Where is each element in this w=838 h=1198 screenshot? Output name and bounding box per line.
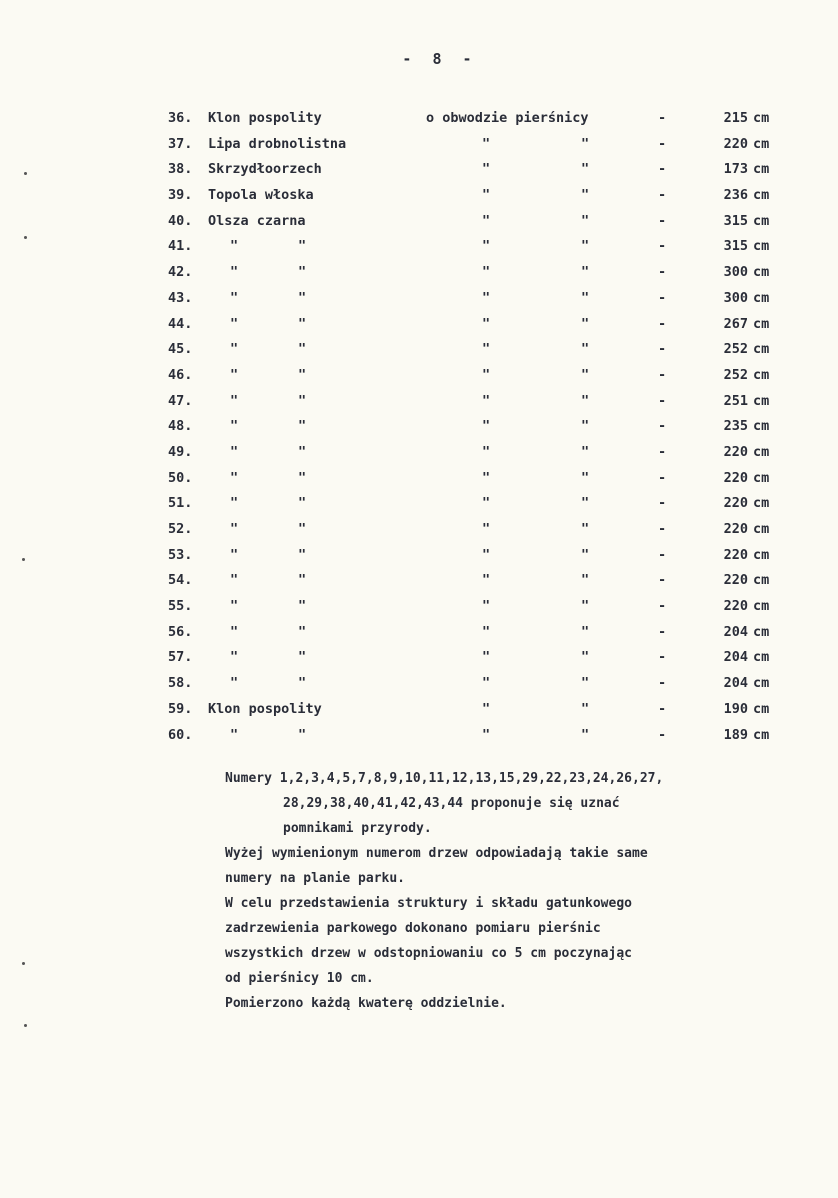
ditto-mark: " xyxy=(230,675,239,692)
ditto-mark: " xyxy=(482,238,491,255)
circumference-value: 220 xyxy=(723,135,748,152)
ditto-mark: " xyxy=(581,443,590,460)
unit-label: cm xyxy=(753,341,770,358)
unit-label: cm xyxy=(753,675,770,692)
ditto-mark: " xyxy=(581,649,590,666)
page-number: - 8 - xyxy=(402,50,478,68)
ditto-mark: " xyxy=(581,469,590,486)
dash-separator: - xyxy=(658,187,667,204)
tree-measurement-list xyxy=(168,106,808,748)
circumference-value: 190 xyxy=(723,700,748,717)
punch-mark xyxy=(22,962,25,965)
ditto-mark: " xyxy=(298,649,307,666)
ditto-mark: " xyxy=(581,341,590,358)
ditto-mark: " xyxy=(581,366,590,383)
circumference-value: 204 xyxy=(723,623,748,640)
table-row xyxy=(168,234,808,260)
ditto-mark: " xyxy=(230,649,239,666)
tree-species: Lipa drobnolistna xyxy=(208,135,347,152)
unit-label: cm xyxy=(753,521,770,537)
table-row xyxy=(168,157,808,183)
ditto-mark: " xyxy=(230,572,239,589)
ditto-mark: " xyxy=(230,443,239,460)
punch-mark xyxy=(22,558,25,561)
row-number: 58. xyxy=(168,675,193,692)
table-row xyxy=(168,723,808,749)
row-number: 42. xyxy=(168,264,193,281)
punch-mark xyxy=(24,172,27,175)
ditto-mark: " xyxy=(298,264,307,281)
circumference-value: 235 xyxy=(723,418,748,435)
table-row xyxy=(168,414,808,440)
punch-mark xyxy=(24,1024,27,1027)
table-row xyxy=(168,440,808,466)
unit-label: cm xyxy=(753,392,770,409)
ditto-mark: " xyxy=(482,289,491,306)
ditto-mark: " xyxy=(581,726,590,743)
row-number: 43. xyxy=(168,289,193,306)
dash-separator: - xyxy=(658,649,667,666)
row-number: 38. xyxy=(168,161,193,178)
row-number: 37. xyxy=(168,135,193,152)
unit-label: cm xyxy=(753,546,770,563)
ditto-mark: " xyxy=(482,469,491,486)
ditto-mark: " xyxy=(482,315,491,332)
ditto-mark: " xyxy=(482,264,491,281)
dash-separator: - xyxy=(658,366,667,383)
dash-separator: - xyxy=(658,443,667,460)
table-row xyxy=(168,363,808,389)
circumference-value: 189 xyxy=(723,726,748,743)
ditto-mark: " xyxy=(298,418,307,435)
note-line: Numery 1,2,3,4,5,7,8,9,10,11,12,13,15,29,22,23,24,26,27, xyxy=(225,771,664,786)
ditto-mark: " xyxy=(482,392,491,409)
ditto-mark: " xyxy=(298,623,307,640)
ditto-mark: " xyxy=(230,418,239,435)
ditto-mark: " xyxy=(230,598,239,615)
row-number: 39. xyxy=(168,187,193,204)
row-number: 60. xyxy=(168,726,193,743)
dash-separator: - xyxy=(658,135,667,152)
ditto-mark: " xyxy=(230,521,239,537)
ditto-mark: " xyxy=(482,366,491,383)
circumference-value: 252 xyxy=(723,341,748,358)
unit-label: cm xyxy=(753,289,770,306)
circumference-value: 204 xyxy=(723,675,748,692)
ditto-mark: " xyxy=(230,238,239,255)
ditto-mark: " xyxy=(581,187,590,204)
ditto-mark: " xyxy=(581,495,590,512)
ditto-mark: " xyxy=(230,726,239,743)
unit-label: cm xyxy=(753,598,770,615)
ditto-mark: " xyxy=(581,521,590,537)
circumference-value: 220 xyxy=(723,521,748,537)
circumference-value: 220 xyxy=(723,469,748,486)
unit-label: cm xyxy=(753,187,770,204)
ditto-mark: " xyxy=(482,212,491,229)
table-row xyxy=(168,132,808,158)
unit-label: cm xyxy=(753,315,770,332)
dash-separator: - xyxy=(658,212,667,229)
ditto-mark: " xyxy=(482,726,491,743)
ditto-mark: " xyxy=(581,675,590,692)
row-number: 54. xyxy=(168,572,193,589)
dash-separator: - xyxy=(658,546,667,563)
unit-label: cm xyxy=(753,700,770,717)
table-row xyxy=(168,389,808,415)
row-number: 41. xyxy=(168,238,193,255)
table-row xyxy=(168,312,808,338)
dash-separator: - xyxy=(658,675,667,692)
dash-separator: - xyxy=(658,110,667,126)
ditto-mark: " xyxy=(298,598,307,615)
ditto-mark: " xyxy=(230,495,239,512)
circumference-value: 220 xyxy=(723,546,748,563)
unit-label: cm xyxy=(753,495,770,512)
tree-species: Olsza czarna xyxy=(208,212,306,229)
unit-label: cm xyxy=(753,238,770,255)
ditto-mark: " xyxy=(581,135,590,152)
note-line: pomnikami przyrody. xyxy=(283,821,432,836)
unit-label: cm xyxy=(753,110,770,126)
ditto-mark: " xyxy=(482,623,491,640)
ditto-mark: " xyxy=(298,238,307,255)
row-number: 51. xyxy=(168,495,193,512)
table-row xyxy=(168,337,808,363)
ditto-mark: " xyxy=(482,649,491,666)
unit-label: cm xyxy=(753,443,770,460)
ditto-mark: " xyxy=(230,469,239,486)
ditto-mark: " xyxy=(581,572,590,589)
ditto-mark: " xyxy=(298,341,307,358)
dash-separator: - xyxy=(658,495,667,512)
ditto-mark: " xyxy=(230,315,239,332)
ditto-mark: " xyxy=(482,495,491,512)
ditto-mark: " xyxy=(230,392,239,409)
circumference-value: 300 xyxy=(723,289,748,306)
ditto-mark: " xyxy=(482,546,491,563)
ditto-mark: " xyxy=(482,135,491,152)
ditto-mark: " xyxy=(298,443,307,460)
ditto-mark: " xyxy=(298,469,307,486)
punch-mark xyxy=(24,236,27,239)
circumference-value: 173 xyxy=(723,161,748,178)
row-number: 50. xyxy=(168,469,193,486)
table-row xyxy=(168,466,808,492)
row-number: 44. xyxy=(168,315,193,332)
ditto-mark: " xyxy=(230,264,239,281)
table-row xyxy=(168,568,808,594)
ditto-mark: " xyxy=(581,598,590,615)
note-line: zadrzewienia parkowego dokonano pomiaru pierśnic xyxy=(225,921,601,936)
ditto-mark: " xyxy=(230,341,239,358)
circumference-value: 204 xyxy=(723,649,748,666)
ditto-mark: " xyxy=(482,675,491,692)
unit-label: cm xyxy=(753,726,770,743)
dash-separator: - xyxy=(658,341,667,358)
note-line: W celu przedstawienia struktury i składu gatunkowego xyxy=(225,896,632,911)
ditto-mark: " xyxy=(230,289,239,306)
table-row xyxy=(168,517,808,543)
row-number: 47. xyxy=(168,392,193,409)
dash-separator: - xyxy=(658,418,667,435)
table-row xyxy=(168,209,808,235)
ditto-mark: " xyxy=(581,623,590,640)
unit-label: cm xyxy=(753,135,770,152)
unit-label: cm xyxy=(753,623,770,640)
table-row xyxy=(168,260,808,286)
notes-section xyxy=(225,766,815,1016)
table-row xyxy=(168,620,808,646)
tree-species: Skrzydłoorzech xyxy=(208,161,322,178)
ditto-mark: " xyxy=(482,443,491,460)
unit-label: cm xyxy=(753,418,770,435)
dash-separator: - xyxy=(658,264,667,281)
circumference-value: 220 xyxy=(723,443,748,460)
table-row xyxy=(168,645,808,671)
row-number: 59. xyxy=(168,700,193,717)
tree-species: Klon pospolity xyxy=(208,110,322,126)
ditto-mark: " xyxy=(482,598,491,615)
ditto-mark: " xyxy=(581,212,590,229)
circumference-value: 267 xyxy=(723,315,748,332)
ditto-mark: " xyxy=(581,161,590,178)
circumference-value: 215 xyxy=(723,110,748,126)
circumference-value: 220 xyxy=(723,572,748,589)
table-row xyxy=(168,671,808,697)
dash-separator: - xyxy=(658,289,667,306)
row-number: 49. xyxy=(168,443,193,460)
unit-label: cm xyxy=(753,469,770,486)
note-line: Pomierzono każdą kwaterę oddzielnie. xyxy=(225,996,507,1011)
row-number: 56. xyxy=(168,623,193,640)
ditto-mark: " xyxy=(482,521,491,537)
dash-separator: - xyxy=(658,392,667,409)
ditto-mark: " xyxy=(581,264,590,281)
dash-separator: - xyxy=(658,315,667,332)
ditto-mark: " xyxy=(298,495,307,512)
circumference-value: 315 xyxy=(723,238,748,255)
ditto-mark: " xyxy=(298,521,307,537)
table-row xyxy=(168,491,808,517)
ditto-mark: " xyxy=(581,238,590,255)
dash-separator: - xyxy=(658,726,667,743)
row-number: 46. xyxy=(168,366,193,383)
ditto-mark: " xyxy=(482,418,491,435)
ditto-mark: " xyxy=(230,623,239,640)
circumference-value: 220 xyxy=(723,495,748,512)
unit-label: cm xyxy=(753,572,770,589)
ditto-mark: " xyxy=(482,341,491,358)
row-number: 36. xyxy=(168,110,193,126)
measurement-description: o obwodzie pierśnicy xyxy=(426,110,589,126)
ditto-mark: " xyxy=(298,392,307,409)
ditto-mark: " xyxy=(581,289,590,306)
ditto-mark: " xyxy=(482,187,491,204)
ditto-mark: " xyxy=(581,418,590,435)
ditto-mark: " xyxy=(581,700,590,717)
table-row xyxy=(168,697,808,723)
circumference-value: 300 xyxy=(723,264,748,281)
dash-separator: - xyxy=(658,700,667,717)
ditto-mark: " xyxy=(298,572,307,589)
ditto-mark: " xyxy=(230,366,239,383)
row-number: 45. xyxy=(168,341,193,358)
circumference-value: 252 xyxy=(723,366,748,383)
unit-label: cm xyxy=(753,161,770,178)
row-number: 53. xyxy=(168,546,193,563)
ditto-mark: " xyxy=(298,289,307,306)
row-number: 57. xyxy=(168,649,193,666)
ditto-mark: " xyxy=(581,315,590,332)
note-line: od pierśnicy 10 cm. xyxy=(225,971,374,986)
dash-separator: - xyxy=(658,469,667,486)
table-row xyxy=(168,594,808,620)
table-row xyxy=(168,543,808,569)
ditto-mark: " xyxy=(581,392,590,409)
ditto-mark: " xyxy=(482,700,491,717)
circumference-value: 220 xyxy=(723,598,748,615)
circumference-value: 315 xyxy=(723,212,748,229)
note-line: wszystkich drzew w odstopniowaniu co 5 cm poczynając xyxy=(225,946,632,961)
ditto-mark: " xyxy=(298,366,307,383)
table-row xyxy=(168,183,808,209)
ditto-mark: " xyxy=(298,315,307,332)
circumference-value: 236 xyxy=(723,187,748,204)
dash-separator: - xyxy=(658,521,667,537)
dash-separator: - xyxy=(658,572,667,589)
ditto-mark: " xyxy=(230,546,239,563)
ditto-mark: " xyxy=(298,726,307,743)
note-line: Wyżej wymienionym numerom drzew odpowiadają takie same xyxy=(225,846,648,861)
unit-label: cm xyxy=(753,649,770,666)
ditto-mark: " xyxy=(482,161,491,178)
ditto-mark: " xyxy=(581,546,590,563)
note-line: numery na planie parku. xyxy=(225,871,406,886)
table-row xyxy=(168,106,808,132)
row-number: 52. xyxy=(168,521,193,537)
dash-separator: - xyxy=(658,598,667,615)
row-number: 40. xyxy=(168,212,193,229)
row-number: 55. xyxy=(168,598,193,615)
ditto-mark: " xyxy=(482,572,491,589)
unit-label: cm xyxy=(753,366,770,383)
circumference-value: 251 xyxy=(723,392,748,409)
row-number: 48. xyxy=(168,418,193,435)
table-row xyxy=(168,286,808,312)
unit-label: cm xyxy=(753,212,770,229)
dash-separator: - xyxy=(658,238,667,255)
tree-species: Klon pospolity xyxy=(208,700,322,717)
ditto-mark: " xyxy=(298,546,307,563)
dash-separator: - xyxy=(658,623,667,640)
note-line: 28,29,38,40,41,42,43,44 proponuje się uznać xyxy=(283,796,620,811)
tree-species: Topola włoska xyxy=(208,187,314,204)
dash-separator: - xyxy=(658,161,667,178)
ditto-mark: " xyxy=(298,675,307,692)
unit-label: cm xyxy=(753,264,770,281)
